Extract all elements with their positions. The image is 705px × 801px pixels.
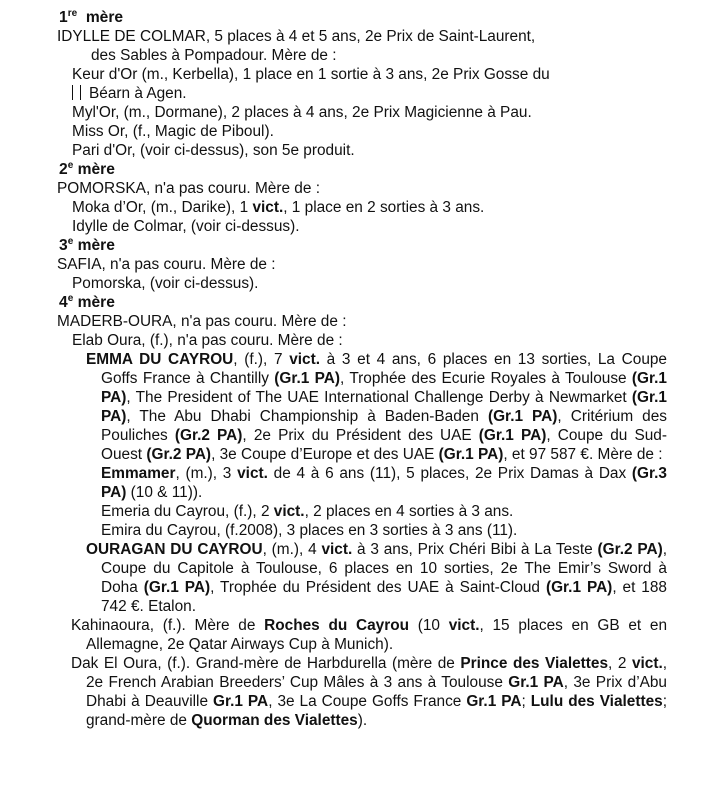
text: , 3e Prix d’Abu Dhabi à Deauville (86, 674, 667, 710)
produce-kahinaoura (57, 616, 667, 654)
text: , Trophée des Ecurie Royales à Toulouse (340, 370, 632, 387)
group-label: (Gr.1 PA) (545, 579, 613, 596)
heading-word: mère (77, 294, 115, 311)
text: de 4 à 6 ans (11), 5 places, 2e Prix Damas à Dax (267, 465, 632, 482)
text-line: Béarn à Agen. (89, 85, 187, 102)
group-label: (Gr.1 PA) (478, 427, 547, 444)
dam-pomorska: POMORSKA, n'a pas couru. Mère de : (57, 180, 320, 197)
horse-name: OURAGAN DU CAYROU (86, 541, 263, 558)
heading-third-dam (59, 236, 667, 255)
produce-emira-du-cayrou: Emira du Cayrou, (f.2008), 3 places en 3 sorties à 3 ans (11). (101, 522, 518, 539)
dam-maderb-oura: MADERB-OURA, n'a pas couru. Mère de : (57, 313, 347, 330)
heading-word: mère (77, 237, 115, 254)
heading-sup: e (67, 293, 74, 304)
heading-fourth-dam (59, 293, 667, 312)
text: , et 188 742 €. Etalon. (101, 579, 667, 615)
horse-name: Emmamer (101, 465, 176, 482)
pedigree-document (57, 8, 667, 730)
bold-text: vict. (631, 655, 663, 672)
horse-name: Prince des Vialettes (460, 655, 609, 672)
group-label: Gr.1 PA (466, 693, 522, 710)
text: , (f.), 7 (233, 351, 290, 368)
heading-sup: re (67, 8, 78, 19)
group-label: (Gr.3 PA) (101, 465, 667, 501)
dam-idylle-de-colmar (57, 27, 667, 65)
text: Emeria du Cayrou, (f.), 2 (101, 503, 274, 520)
produce-keur-dor (57, 65, 667, 103)
horse-name: EMMA DU CAYROU (86, 351, 234, 368)
dam-safia: SAFIA, n'a pas couru. Mère de : (57, 256, 276, 273)
group-label: (Gr.1 PA) (274, 370, 341, 387)
text: ; grand-mère de (86, 693, 668, 729)
produce-emma-du-cayrou (57, 350, 667, 464)
text: , 1 place en 2 sorties à 3 ans. (283, 199, 485, 216)
text: , (m.), 4 (262, 541, 322, 558)
group-label: (Gr.1 PA) (487, 408, 558, 425)
group-label: Gr.1 PA (508, 674, 564, 691)
text: à 3 et 4 ans, 6 places en 13 sorties, La Coupe Goffs France à Chantilly (101, 351, 667, 387)
text: ). (357, 712, 368, 729)
text: , 2 places en 4 sorties à 3 ans. (304, 503, 514, 520)
produce-idylle: Idylle de Colmar, (voir ci-dessus). (72, 218, 300, 235)
produce-moka-dor (57, 198, 667, 217)
text: Moka d’Or, (m., Darike), 1 (72, 199, 253, 216)
text: , 2e Prix du Président des UAE (242, 427, 479, 444)
group-label: (Gr.2 PA) (174, 427, 243, 444)
text: , Trophée du Président des UAE à Saint-Cloud (210, 579, 546, 596)
text-line: des Sables à Pompadour. Mère de : (91, 47, 337, 64)
horse-name: Lulu des Vialettes (530, 693, 663, 710)
produce-ouragan-du-cayrou (57, 540, 667, 616)
horse-name: Quorman des Vialettes (191, 712, 358, 729)
bold-text: vict. (321, 541, 353, 558)
text: à 3 ans, Prix Chéri Bibi à La Teste (352, 541, 598, 558)
text: , 3e Coupe d’Europe et des UAE (211, 446, 439, 463)
double-bar-mark (72, 85, 81, 100)
group-label: (Gr.2 PA) (597, 541, 663, 558)
bold-text: vict. (448, 617, 480, 634)
produce-emmamer (57, 464, 667, 502)
heading-sup: e (67, 236, 74, 247)
bold-text: vict. (289, 351, 321, 368)
text: , 15 places en GB et en Allemagne, 2e Qatar Airways Cup à Munich). (86, 617, 668, 653)
text: , Coupe du Sud-Ouest (101, 427, 667, 463)
group-label: (Gr.1 PA) (143, 579, 211, 596)
bold-text: vict. (273, 503, 305, 520)
text: , 2 (608, 655, 632, 672)
group-label: (Gr.1 PA) (101, 389, 667, 425)
heading-num: 3 (59, 237, 68, 254)
text: , 2e French Arabian Breeders’ Cup Mâles à 3 ans à Toulouse (86, 655, 668, 691)
bold-text: vict. (237, 465, 268, 482)
horse-name: Roches du Cayrou (264, 617, 410, 634)
text: , Coupe du Capitole à Toulouse, 6 places en 10 sorties, 2e The Emir’s Sword à Doha (101, 541, 667, 596)
group-label: (Gr.1 PA) (101, 370, 667, 406)
heading-num: 4 (59, 294, 68, 311)
bold-text: vict. (252, 199, 284, 216)
produce-pomorska: Pomorska, (voir ci-dessus). (72, 275, 259, 292)
produce-dak-el-oura (57, 654, 667, 730)
text-line: IDYLLE DE COLMAR, 5 places à 4 et 5 ans, 2e Prix de Saint-Laurent, (57, 28, 536, 45)
heading-word: mère (85, 9, 124, 26)
heading-num: 1 (59, 9, 68, 26)
text: , The Abu Dhabi Championship à Baden-Baden (126, 408, 488, 425)
text: Dak El Oura, (f.). Grand-mère de Harbdurella (mère de (71, 655, 461, 672)
produce-pari-dor: Pari d'Or, (voir ci-dessus), son 5e produit. (72, 142, 355, 159)
group-label: Gr.1 PA (213, 693, 269, 710)
text: , The President of The UAE International Challenge Derby à Newmarket (126, 389, 632, 406)
text: ; (521, 693, 531, 710)
text: , (m.), 3 (175, 465, 238, 482)
group-label: (Gr.1 PA) (438, 446, 504, 463)
text: (10 (409, 617, 449, 634)
text: , et 97 587 €. Mère de : (503, 446, 663, 463)
produce-mylor: Myl'Or, (m., Dormane), 2 places à 4 ans, 2e Prix Magicienne à Pau. (72, 104, 532, 121)
heading-second-dam (59, 160, 667, 179)
heading-num: 2 (59, 161, 68, 178)
heading-sup: e (67, 160, 74, 171)
produce-emeria-du-cayrou (57, 502, 667, 521)
text: , 3e La Coupe Goffs France (268, 693, 467, 710)
group-label: (Gr.2 PA) (146, 446, 212, 463)
text: , Critérium des Pouliches (101, 408, 667, 444)
produce-miss-or: Miss Or, (f., Magic de Piboul). (72, 123, 274, 140)
text: (10 & 11)). (126, 484, 203, 501)
heading-first-dam (59, 8, 667, 27)
text-line: Keur d'Or (m., Kerbella), 1 place en 1 sortie à 3 ans, 2e Prix Gosse du (72, 66, 550, 83)
heading-word: mère (77, 161, 115, 178)
text: Kahinaoura, (f.). Mère de (71, 617, 265, 634)
produce-elab-oura: Elab Oura, (f.), n'a pas couru. Mère de : (72, 332, 343, 349)
